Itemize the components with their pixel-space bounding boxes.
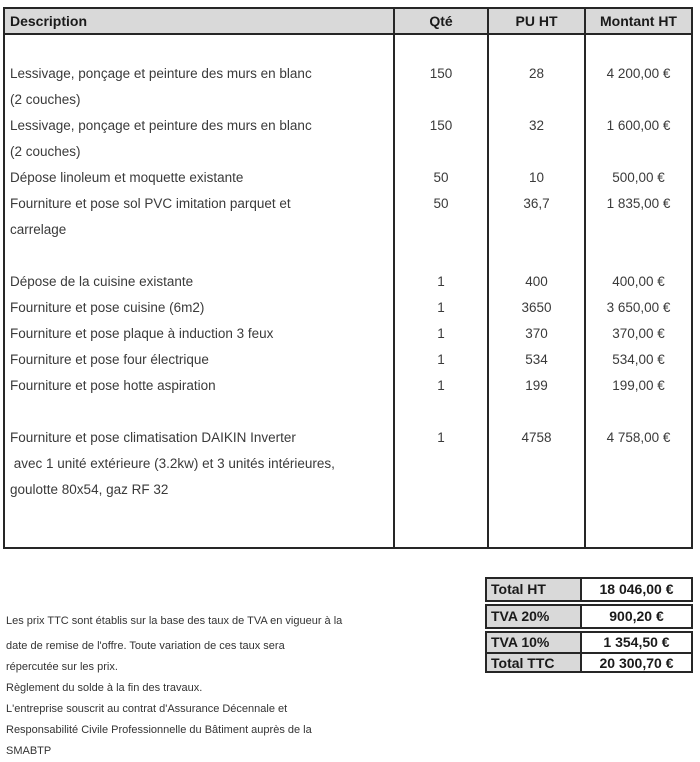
desc-cell: Fourniture et pose four électrique (10, 352, 209, 367)
total-ht-value: 18 046,00 € (599, 581, 674, 597)
desc-cell: Fourniture et pose cuisine (6m2) (10, 300, 205, 315)
amount-cell: 199,00 € (612, 378, 665, 393)
desc-cell: Dépose linoleum et moquette existante (10, 170, 244, 185)
note-line: Responsabilité Civile Professionnelle du Bâtiment auprès de la (6, 724, 312, 736)
amount-cell: 370,00 € (612, 326, 665, 341)
qty-cell: 1 (437, 352, 445, 367)
qty-cell: 1 (437, 274, 445, 289)
empty-space (5, 503, 393, 547)
desc-cell: Dépose de la cuisine existante (10, 274, 194, 289)
qty-cell (395, 451, 487, 477)
tva-10-value: 1 354,50 € (603, 634, 670, 650)
qty-column (393, 35, 487, 547)
amount-cell: 4 758,00 € (606, 430, 671, 445)
unit-price-cell: 32 (528, 118, 545, 133)
desc-cell: (2 couches) (10, 92, 81, 107)
total-ht-label: Total HT (487, 579, 582, 600)
tva-20-row (485, 604, 693, 629)
desc-cell: Fourniture et pose sol PVC imitation parquet et (10, 196, 291, 211)
desc-cell: Lessivage, ponçage et peinture des murs en blanc (10, 118, 312, 133)
qty-cell (395, 87, 487, 113)
description-column (5, 35, 393, 547)
table-header-row (5, 9, 691, 35)
amount-cell (586, 243, 691, 269)
qty-cell (395, 35, 487, 61)
amount-cell (586, 87, 691, 113)
unit-price-cell: 400 (525, 274, 548, 289)
unit-price-cell: 534 (525, 352, 548, 367)
empty-space (586, 503, 691, 547)
amount-cell: 1 835,00 € (606, 196, 671, 211)
empty-space (489, 503, 584, 547)
total-ht-row (485, 577, 693, 602)
header-qty: Qté (393, 9, 487, 33)
amount-cell: 4 200,00 € (606, 66, 671, 81)
qty-cell: 1 (437, 326, 445, 341)
note-line: Règlement du solde à la fin des travaux. (6, 682, 203, 694)
amount-cell (586, 217, 691, 243)
unit-price-cell (489, 451, 584, 477)
desc-cell: Fourniture et pose plaque à induction 3 feux (10, 326, 274, 341)
note-line: date de remise de l'offre. Toute variation de ces taux sera (6, 640, 285, 652)
amount-cell (586, 35, 691, 61)
total-ttc-label: Total TTC (487, 654, 582, 671)
note-line: L'entreprise souscrit au contrat d'Assurance Décennale et (6, 703, 288, 715)
qty-cell: 150 (429, 66, 453, 81)
amount-cell (586, 477, 691, 503)
table-body (5, 35, 691, 547)
qty-cell: 50 (433, 170, 449, 185)
qty-cell (395, 399, 487, 425)
desc-cell: (2 couches) (10, 144, 81, 159)
qty-cell: 1 (437, 300, 445, 315)
unit-price-cell (489, 35, 584, 61)
amount-cell (586, 399, 691, 425)
qty-cell (395, 217, 487, 243)
unit-price-cell (489, 217, 584, 243)
tva-20-label: TVA 20% (487, 606, 582, 627)
qty-cell: 50 (433, 196, 449, 211)
unit-price-cell: 4758 (521, 430, 552, 445)
header-unit-price: PU HT (487, 9, 584, 33)
desc-cell: Fourniture et pose climatisation DAIKIN Inverter (10, 430, 296, 445)
desc-cell (5, 35, 393, 61)
desc-cell (5, 243, 393, 269)
qty-cell (395, 139, 487, 165)
header-description: Description (10, 13, 88, 29)
qty-cell: 1 (437, 378, 445, 393)
amount-cell (586, 139, 691, 165)
quote-items-table (3, 7, 693, 549)
note-line: répercutée sur les prix. (6, 661, 118, 673)
unit-price-column (487, 35, 584, 547)
unit-price-cell (489, 139, 584, 165)
totals-table (485, 577, 693, 673)
desc-cell: Fourniture et pose hotte aspiration (10, 378, 216, 393)
unit-price-cell (489, 477, 584, 503)
empty-space (395, 503, 487, 547)
qty-cell: 150 (429, 118, 453, 133)
desc-cell: Lessivage, ponçage et peinture des murs en blanc (10, 66, 312, 81)
total-ttc-value: 20 300,70 € (599, 655, 674, 671)
header-amount: Montant HT (584, 9, 691, 33)
qty-cell (395, 477, 487, 503)
desc-cell: carrelage (10, 222, 67, 237)
qty-cell (395, 243, 487, 269)
unit-price-cell: 370 (525, 326, 548, 341)
amount-cell (586, 451, 691, 477)
tva-10-and-ttc-rows (485, 631, 693, 673)
amount-cell: 1 600,00 € (606, 118, 671, 133)
unit-price-cell: 3650 (521, 300, 552, 315)
unit-price-cell (489, 399, 584, 425)
amount-cell: 400,00 € (612, 274, 665, 289)
unit-price-cell: 36,7 (523, 196, 550, 211)
unit-price-cell: 10 (528, 170, 545, 185)
tva-10-label: TVA 10% (487, 633, 582, 652)
amount-cell: 500,00 € (612, 170, 665, 185)
amount-column (584, 35, 691, 547)
tva-20-value: 900,20 € (609, 608, 664, 624)
note-line: SMABTP (6, 745, 52, 757)
amount-cell: 3 650,00 € (606, 300, 671, 315)
unit-price-cell (489, 87, 584, 113)
desc-cell (5, 399, 393, 425)
desc-cell: goulotte 80x54, gaz RF 32 (10, 482, 169, 497)
unit-price-cell (489, 243, 584, 269)
unit-price-cell: 199 (525, 378, 548, 393)
note-line: Les prix TTC sont établis sur la base des taux de TVA en vigueur à la (6, 615, 343, 627)
amount-cell: 534,00 € (612, 352, 665, 367)
unit-price-cell: 28 (528, 66, 545, 81)
qty-cell: 1 (437, 430, 445, 445)
terms-notes (6, 611, 446, 762)
desc-cell: avec 1 unité extérieure (3.2kw) et 3 unités intérieures, (10, 456, 335, 471)
